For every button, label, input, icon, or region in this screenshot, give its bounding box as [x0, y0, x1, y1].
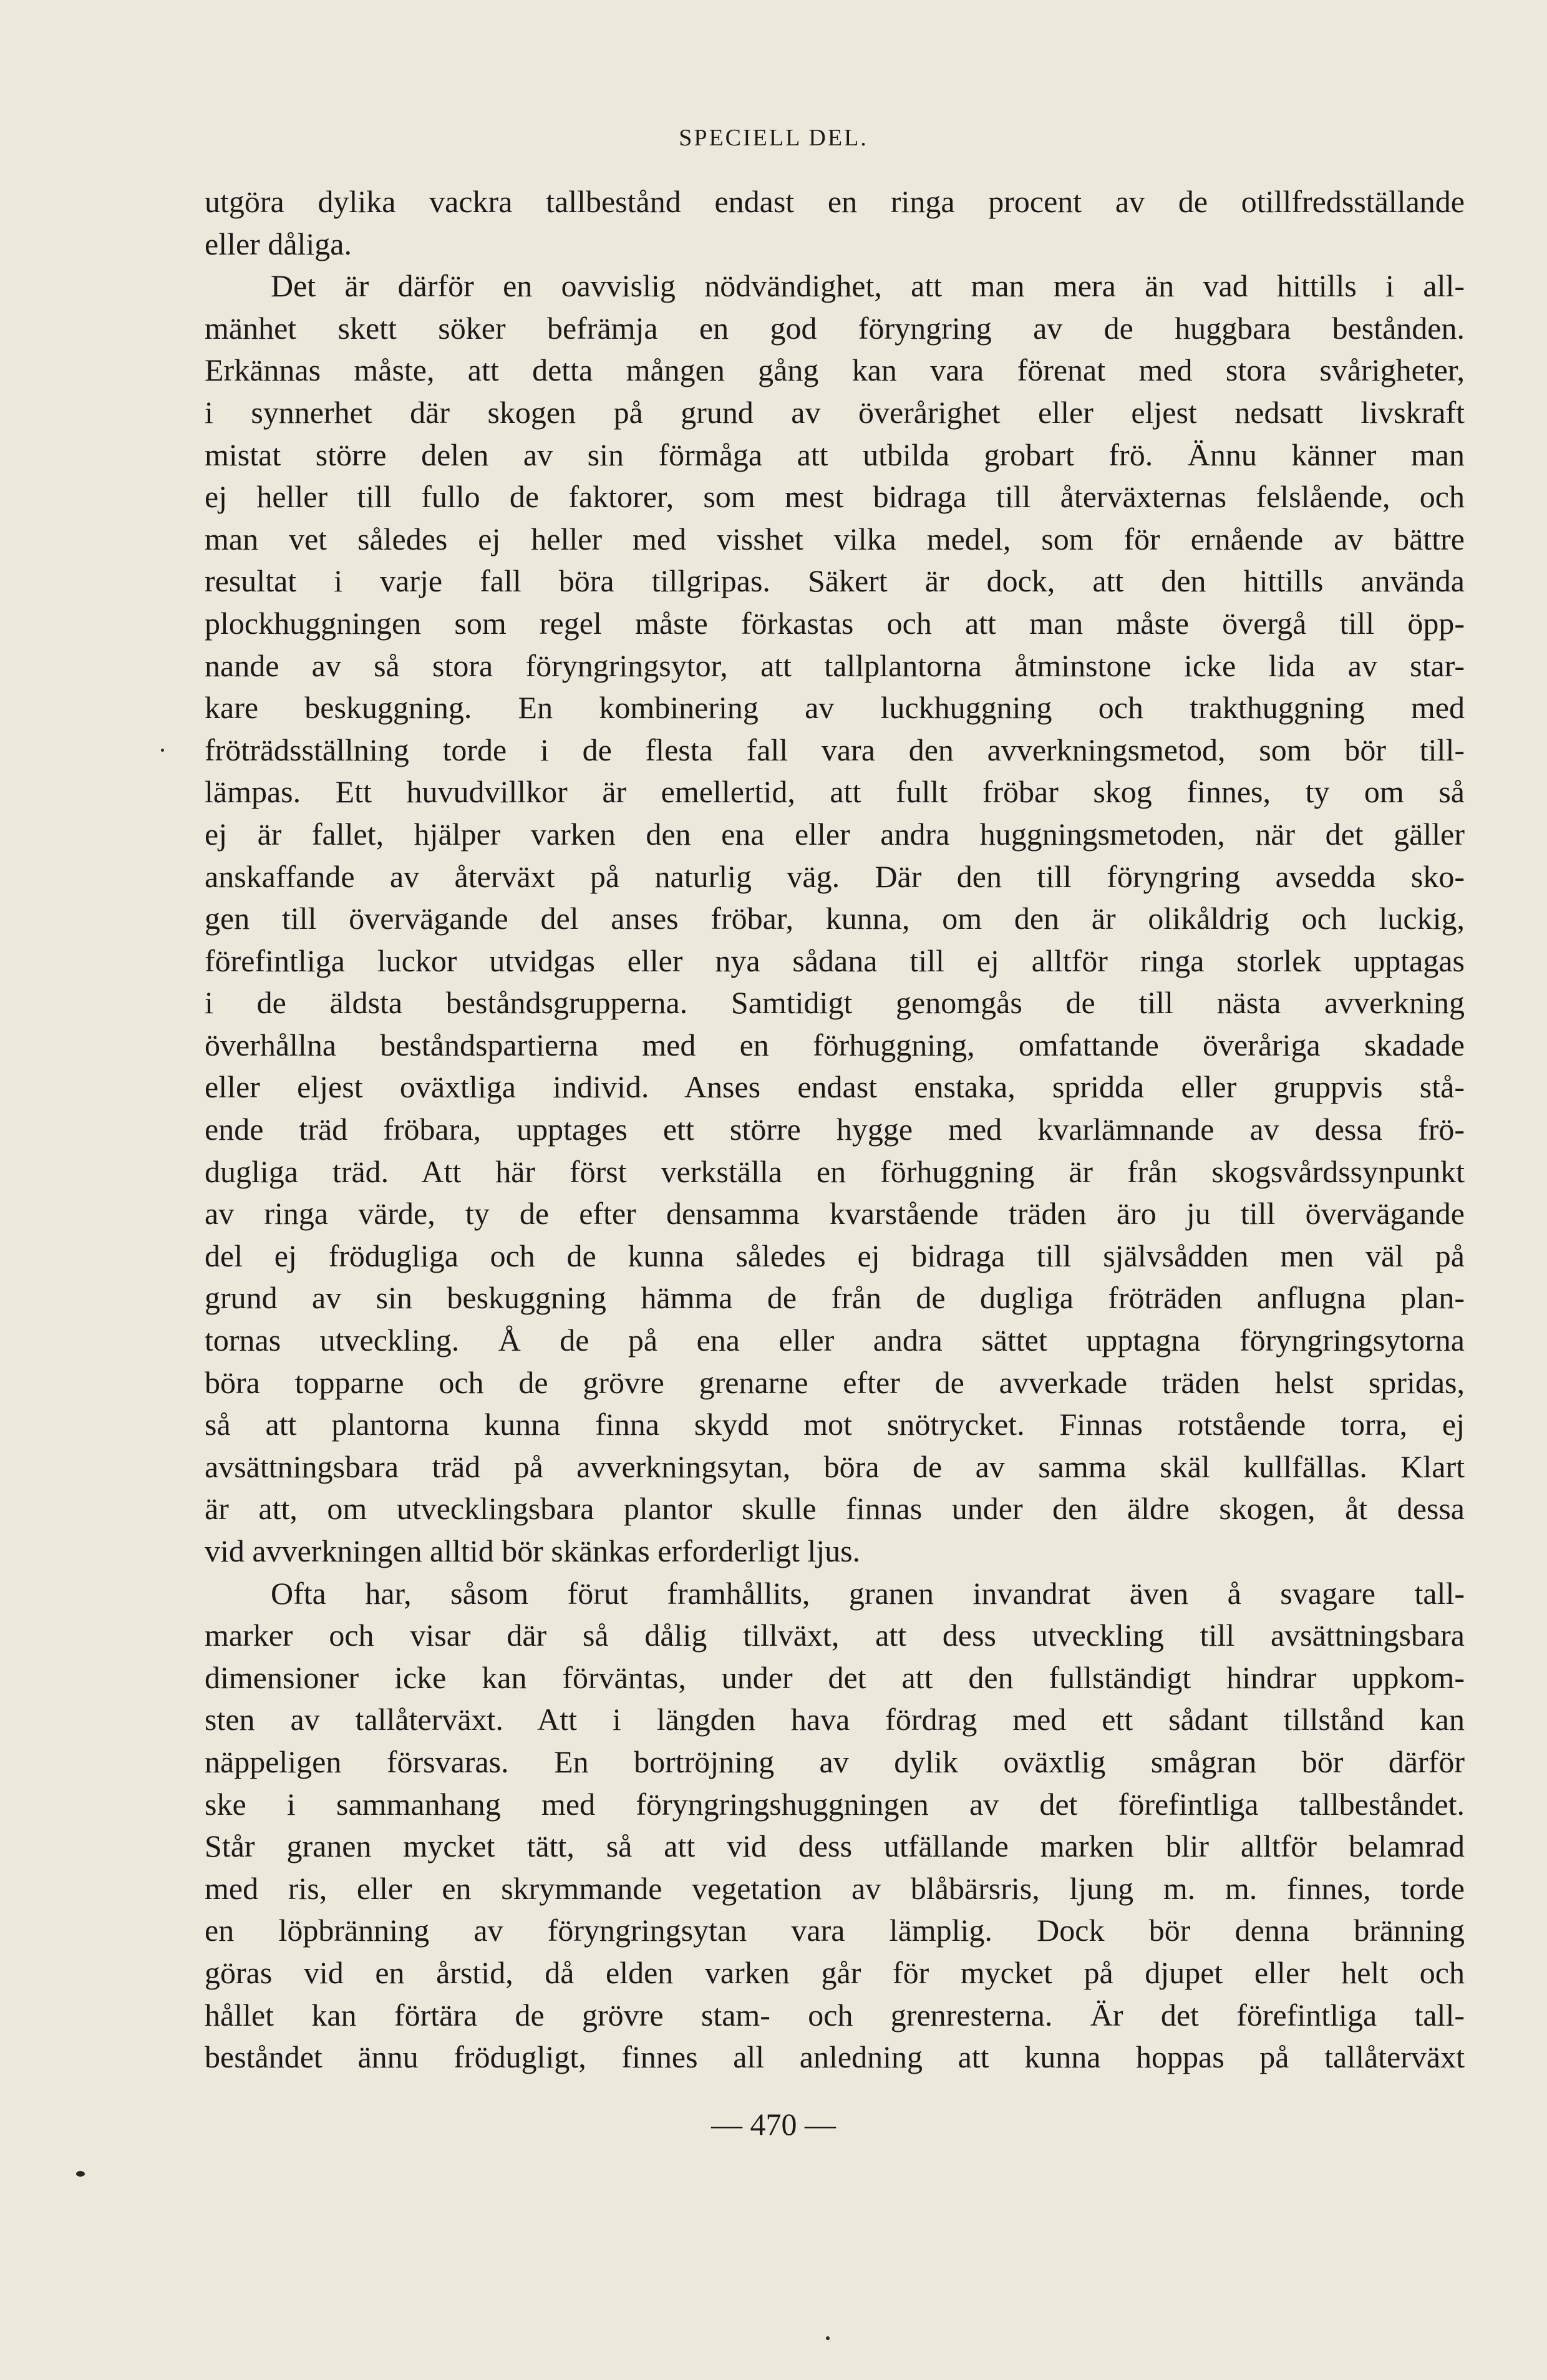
text-line: nande av så stora föryngringsytor, att tallplantorna åtminstone icke lida av star-	[205, 648, 1465, 683]
text-line: i de äldsta beståndsgrupperna. Samtidigt genomgås de till nästa avverkning	[205, 985, 1465, 1021]
text-line: dimensioner icke kan förväntas, under det att den fullständigt hindrar uppkom-	[205, 1659, 1465, 1695]
text-line: resultat i varje fall böra tillgripas. Säkert är dock, att den hittills använda	[205, 563, 1465, 599]
text-line: göras vid en årstid, då elden varken går för mycket på djupet eller helt och	[205, 1955, 1465, 1990]
text-line: Ofta har, såsom förut framhållits, granen invandrat även å svagare tall-	[271, 1575, 1465, 1611]
text-line: förefintliga luckor utvidgas eller nya sådana till ej alltför ringa storlek upptagas	[205, 943, 1465, 978]
text-line: eller dåliga.	[205, 226, 352, 261]
text-line: ej heller till fullo de faktorer, som mest bidraga till återväxternas felslående, och	[205, 479, 1465, 515]
text-line: avsättningsbara träd på avverkningsytan, böra de av samma skäl kullfällas. Klart	[205, 1449, 1465, 1484]
ink-speck	[826, 2336, 830, 2340]
text-line: man vet således ej heller med visshet vilka medel, som för ernående av bättre	[205, 521, 1465, 556]
text-line: ske i sammanhang med föryngringshuggningen av det förefintliga tallbeståndet.	[205, 1786, 1465, 1822]
text-line: fröträdsställning torde i de flesta fall vara den avverkningsmetod, som bör till-	[205, 732, 1465, 767]
text-line: i synnerhet där skogen på grund av överårighet eller eljest nedsatt livskraft	[205, 394, 1465, 430]
page-number: — 470 —	[711, 2107, 836, 2142]
text-line: så att plantorna kunna finna skydd mot snötrycket. Finnas rotstående torra, ej	[205, 1407, 1465, 1442]
text-line: Erkännas måste, att detta mången gång kan vara förenat med stora svårigheter,	[205, 352, 1465, 388]
text-line: näppeligen försvaras. En bortröjning av dylik oväxtlig smågran bör därför	[205, 1744, 1465, 1779]
text-line: grund av sin beskuggning hämma de från de dugliga fröträden anflugna plan-	[205, 1280, 1465, 1316]
text-line: är att, om utvecklingsbara plantor skulle finnas under den äldre skogen, åt dessa	[205, 1491, 1465, 1527]
text-line: Det är därför en oavvislig nödvändighet, att man mera än vad hittills i all-	[271, 268, 1465, 304]
text-line: plockhuggningen som regel måste förkastas och att man måste övergå till öpp-	[205, 605, 1465, 641]
text-line: eller eljest oväxtliga individ. Anses endast enstaka, spridda eller gruppvis stå-	[205, 1069, 1465, 1105]
ink-speck	[161, 749, 164, 752]
text-line: marker och visar där så dålig tillväxt, att dess utveckling till avsättningsbara	[205, 1618, 1465, 1653]
ink-speck	[76, 2171, 85, 2177]
text-line: gen till övervägande del anses fröbar, kunna, om den är olikåldrig och luckig,	[205, 901, 1465, 936]
text-line: böra topparne och de grövre grenarne efter de avverkade träden helst spridas,	[205, 1364, 1465, 1400]
text-line: ende träd fröbara, upptages ett större hygge med kvarlämnande av dessa frö-	[205, 1112, 1465, 1147]
text-line: sten av tallåterväxt. Att i längden hava fördrag med ett sådant tillstånd kan	[205, 1702, 1465, 1737]
text-line: vid avverkningen alltid bör skänkas erforderligt ljus.	[205, 1533, 861, 1568]
text-line: mänhet skett söker befrämja en god föryngring av de huggbara bestånden.	[205, 310, 1465, 346]
text-line: dugliga träd. Att här först verkställa en förhuggning är från skogsvårdssynpunkt	[205, 1154, 1465, 1189]
body-text	[205, 181, 1465, 2079]
text-line: utgöra dylika vackra tallbestånd endast en ringa procent av de otillfredsställande	[205, 184, 1465, 219]
text-line: mistat större delen av sin förmåga att utbilda grobart frö. Ännu känner man	[205, 437, 1465, 472]
text-line: kare beskuggning. En kombinering av luckhuggning och trakthuggning med	[205, 690, 1465, 726]
text-line: Står granen mycket tätt, så att vid dess utfällande marken blir alltför belamrad	[205, 1829, 1465, 1864]
text-line: med ris, eller en skrymmande vegetation av blåbärsris, ljung m. m. finnes, torde	[205, 1870, 1465, 1906]
text-line: ej är fallet, hjälper varken den ena eller andra huggningsmetoden, när det gäller	[205, 816, 1465, 852]
text-line: av ringa värde, ty de efter densamma kvarstående träden äro ju till övervägande	[205, 1196, 1465, 1231]
text-line: lämpas. Ett huvudvillkor är emellertid, att fullt fröbar skog finnes, ty om så	[205, 774, 1465, 810]
text-line: tornas utveckling. Å de på ena eller andra sättet upptagna föryngringsytorna	[205, 1323, 1465, 1358]
text-line: en löpbränning av föryngringsytan vara lämplig. Dock bör denna bränning	[205, 1913, 1465, 1948]
text-line: anskaffande av återväxt på naturlig väg. Där den till föryngring avsedda sko-	[205, 858, 1465, 894]
text-line: hållet kan förtära de grövre stam- och grenresterna. Är det förefintliga tall-	[205, 1997, 1465, 2033]
running-header: SPECIELL DEL.	[679, 125, 868, 151]
text-line: överhållna beståndspartierna med en förhuggning, omfattande överåriga skadade	[205, 1027, 1465, 1062]
text-line: beståndet ännu frödugligt, finnes all anledning att kunna hoppas på tallåterväxt	[205, 2039, 1465, 2075]
text-line: del ej frödugliga och de kunna således ej bidraga till självsådden men väl på	[205, 1238, 1465, 1273]
